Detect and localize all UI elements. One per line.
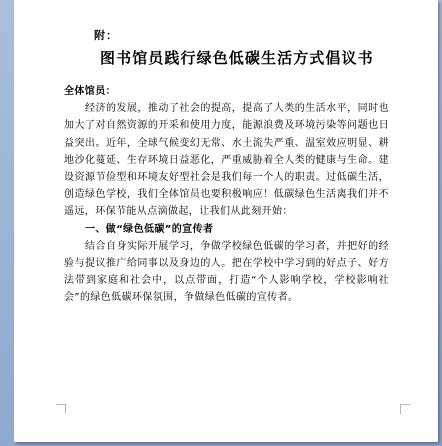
document-title: 图书馆员践行绿色低碳生活方式倡议书 [100, 49, 374, 67]
document-page[interactable] [14, 0, 438, 442]
paragraph-section-1: 结合自身实际开展学习，争做学校绿色低碳的学习者，并把好的经验与提议推广给同事以及身边的人。把在学校中学习到的好点子、好方法带到家庭和社会中，以点带面，打造“个人影响学校，学校影响社会”的绿色低碳环保氛围，争做绿色低碳的宣传者。 [64, 240, 389, 304]
margin-corner-mark-left [56, 404, 66, 414]
margin-corner-mark-right [400, 404, 410, 414]
section-heading: 一、做“绿色低碳”的宣传者 [85, 223, 214, 235]
paragraph-intro: 经济的发展，推动了社会的提高，提高了人类的生活水平，同时也加大了对自然资源的开采和使用力度，能源浪费及环境污染等问题也日益突出。近年，全球气候变幻无常、水土流失严重、温室效应明显、耕地沙化蔓延、生存环境日益恶化，严重威胁着全人类的健康与生命。建设资源节俭型和环境友好型社会是我们每一个人的职责。过低碳生活，创造绿色学校，我们全体馆员也要积极响应！低碳绿色生活离我们并不遥远，环保节能从点滴做起，让我们从此刻开始： [64, 103, 389, 218]
document-body [64, 83, 389, 307]
greeting: 全体馆员： [64, 86, 116, 97]
attachment-label: 附： [94, 29, 118, 42]
